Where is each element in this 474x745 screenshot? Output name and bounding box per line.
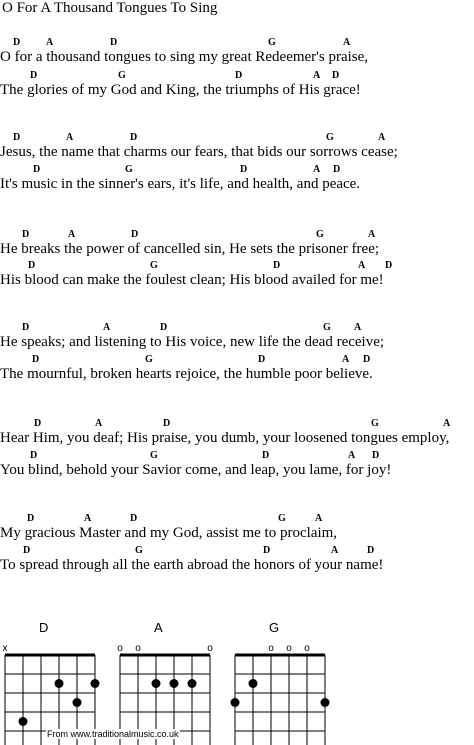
chord-label: D bbox=[13, 132, 21, 143]
chord-label: D bbox=[273, 260, 281, 271]
lyric-line: You blind, behold your Savior come, and leap, you lame, for joy! bbox=[0, 462, 392, 478]
chord-label: D bbox=[22, 229, 30, 240]
chord-label: D bbox=[13, 37, 21, 48]
chord-label: D bbox=[131, 229, 139, 240]
muted-string-mark: x bbox=[2, 643, 8, 654]
chord-label: D bbox=[22, 322, 30, 333]
chord-label: D bbox=[23, 545, 31, 556]
chord-label: D bbox=[34, 418, 42, 429]
chord-label: A bbox=[313, 70, 321, 81]
open-string-mark: o bbox=[117, 643, 123, 654]
chord-label: D bbox=[258, 354, 266, 365]
chord-label: D bbox=[263, 545, 271, 556]
chord-label: D bbox=[27, 513, 35, 524]
open-string-mark: o bbox=[135, 643, 141, 654]
finger-dot bbox=[188, 679, 197, 688]
chord-label: G bbox=[278, 513, 286, 524]
chord-label: G bbox=[118, 70, 126, 81]
chord-label: D bbox=[333, 164, 341, 175]
lyric-line: Jesus, the name that charms our fears, that bids our sorrows cease; bbox=[0, 144, 398, 160]
lyric-line: The glories of my God and King, the triumphs of His grace! bbox=[0, 82, 361, 98]
chord-label: D bbox=[28, 260, 36, 271]
open-string-mark: o bbox=[207, 643, 213, 654]
lyric-line: My gracious Master and my God, assist me to proclaim, bbox=[0, 525, 338, 541]
finger-dot bbox=[19, 717, 28, 726]
chord-label: A bbox=[46, 37, 54, 48]
chord-label: A bbox=[84, 513, 92, 524]
chord-diagram-name: G bbox=[269, 620, 280, 635]
chord-label: A bbox=[313, 164, 321, 175]
song-title: O For A Thousand Tongues To Sing bbox=[2, 0, 218, 16]
chord-label: D bbox=[372, 450, 380, 461]
lyric-line: His blood can make the foulest clean; His blood availed for me! bbox=[0, 272, 384, 288]
chord-label: G bbox=[371, 418, 379, 429]
chord-label: G bbox=[150, 450, 158, 461]
finger-dot bbox=[249, 679, 258, 688]
chord-label: D bbox=[235, 70, 243, 81]
lyric-line: The mournful, broken hearts rejoice, the humble poor believe. bbox=[0, 366, 373, 382]
chord-label: A bbox=[66, 132, 74, 143]
source-credit: From www.traditionalmusic.co.uk bbox=[47, 729, 179, 739]
chord-label: D bbox=[367, 545, 375, 556]
finger-dot bbox=[231, 698, 240, 707]
chord-label: A bbox=[342, 354, 350, 365]
chord-label: A bbox=[343, 37, 351, 48]
chord-label: A bbox=[358, 260, 366, 271]
chord-label: D bbox=[332, 70, 340, 81]
chord-label: G bbox=[268, 37, 276, 48]
chord-label: D bbox=[240, 164, 248, 175]
finger-dot bbox=[321, 698, 330, 707]
chord-diagram-name: D bbox=[39, 620, 49, 635]
chord-label: D bbox=[33, 164, 41, 175]
chord-label: A bbox=[315, 513, 323, 524]
chord-label: D bbox=[30, 450, 38, 461]
open-string-mark: o bbox=[268, 643, 274, 654]
chord-label: G bbox=[125, 164, 133, 175]
chord-label: A bbox=[354, 322, 362, 333]
chord-label: D bbox=[130, 513, 138, 524]
chord-label: A bbox=[348, 450, 356, 461]
chord-label: G bbox=[326, 132, 334, 143]
chord-label: D bbox=[262, 450, 270, 461]
open-string-mark: o bbox=[286, 643, 292, 654]
chord-label: A bbox=[368, 229, 376, 240]
chord-label: D bbox=[163, 418, 171, 429]
lyric-line: It's music in the sinner's ears, it's life, and health, and peace. bbox=[0, 176, 361, 192]
chord-label: G bbox=[145, 354, 153, 365]
chord-label: D bbox=[385, 260, 393, 271]
chord-label: D bbox=[130, 132, 138, 143]
chord-label: D bbox=[32, 354, 40, 365]
chord-label: A bbox=[68, 229, 76, 240]
open-string-mark: o bbox=[304, 643, 310, 654]
chord-label: G bbox=[135, 545, 143, 556]
lyric-line: He speaks; and listening to His voice, new life the dead receive; bbox=[0, 334, 385, 350]
lyric-line: He breaks the power of cancelled sin, He sets the prisoner free; bbox=[0, 241, 380, 257]
chord-label: D bbox=[110, 37, 118, 48]
chord-diagram bbox=[230, 636, 330, 745]
chord-label: D bbox=[30, 70, 38, 81]
finger-dot bbox=[73, 698, 82, 707]
finger-dot bbox=[55, 679, 64, 688]
lyric-line: To spread through all the earth abroad the honors of your name! bbox=[0, 557, 384, 573]
chord-label: A bbox=[103, 322, 111, 333]
chord-label: G bbox=[323, 322, 331, 333]
chord-label: G bbox=[316, 229, 324, 240]
chord-label: A bbox=[331, 545, 339, 556]
chord-diagram-name: A bbox=[154, 620, 163, 635]
chord-label: D bbox=[363, 354, 371, 365]
chord-label: A bbox=[95, 418, 103, 429]
chord-label: A bbox=[443, 418, 451, 429]
chord-label: G bbox=[150, 260, 158, 271]
chord-label: A bbox=[378, 132, 386, 143]
finger-dot bbox=[91, 679, 100, 688]
chord-label: D bbox=[160, 322, 168, 333]
finger-dot bbox=[170, 679, 179, 688]
lyric-line: O for a thousand tongues to sing my great Redeemer's praise, bbox=[0, 49, 369, 65]
finger-dot bbox=[152, 679, 161, 688]
lyric-line: Hear Him, you deaf; His praise, you dumb, your loosened tongues employ, bbox=[0, 430, 450, 446]
